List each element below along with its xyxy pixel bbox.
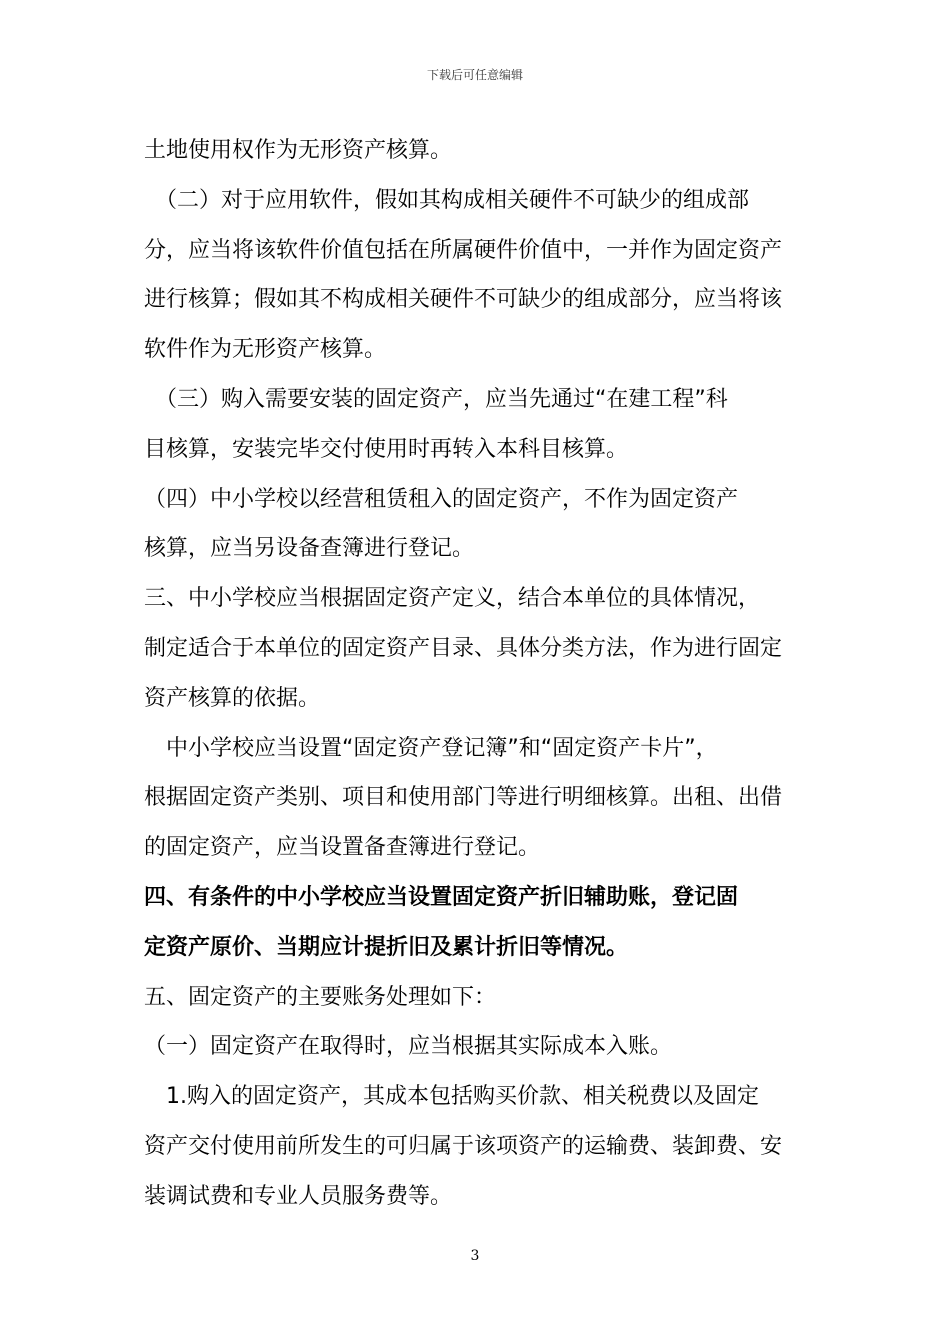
text-line: 制定适合于本单位的固定资产目录、具体分类方法，作为进行固定	[144, 635, 783, 661]
text-line: 核算，应当另设备查簿进行登记。	[144, 536, 475, 562]
text-line: 的固定资产，应当设置备查簿进行登记。	[144, 835, 541, 861]
text-line: （二）对于应用软件，假如其构成相关硬件不可缺少的组成部	[144, 187, 750, 213]
text-line: 五、固定资产的主要账务处理如下：	[144, 984, 497, 1010]
text-line: 中小学校应当设置“固定资产登记簿”和“固定资产卡片”，	[144, 735, 718, 761]
text-line: 软件作为无形资产核算。	[144, 337, 387, 363]
text-line: （一）固定资产在取得时，应当根据其实际成本入账。	[144, 1034, 673, 1060]
document-body	[144, 126, 798, 1222]
text-line: （四）中小学校以经营租赁租入的固定资产，不作为固定资产	[144, 486, 739, 512]
text-line: 土地使用权作为无形资产核算。	[144, 138, 453, 163]
text-line: 根据固定资产类别、项目和使用部门等进行明细核算。出租、出借	[144, 785, 783, 811]
text-line: 资产核算的依据。	[144, 685, 321, 711]
text-line: 1.购入的固定资产，其成本包括购买价款、相关税费以及固定	[144, 1084, 759, 1110]
text-line: 装调试费和专业人员服务费等。	[144, 1183, 453, 1209]
text-line: 目核算，安装完毕交付使用时再转入本科目核算。	[144, 436, 629, 462]
text-line: 资产交付使用前所发生的可归属于该项资产的运输费、装卸费、安	[144, 1133, 783, 1159]
text-line: 分，应当将该软件价值包括在所属硬件价值中，一并作为固定资产	[144, 237, 783, 263]
text-line-bold: 四、有条件的中小学校应当设置固定资产折旧辅助账，登记固	[144, 884, 739, 910]
page-number: 3	[470, 1248, 480, 1264]
text-line: （三）购入需要安装的固定资产，应当先通过“在建工程”科	[144, 386, 728, 412]
text-line: 三、中小学校应当根据固定资产定义，结合本单位的具体情况，	[144, 586, 761, 612]
page-header: 下载后可任意编辑	[426, 68, 523, 82]
text-line: 进行核算；假如其不构成相关硬件不可缺少的组成部分，应当将该	[144, 287, 783, 313]
text-line-bold: 定资产原价、当期应计提折旧及累计折旧等情况。	[144, 934, 629, 960]
